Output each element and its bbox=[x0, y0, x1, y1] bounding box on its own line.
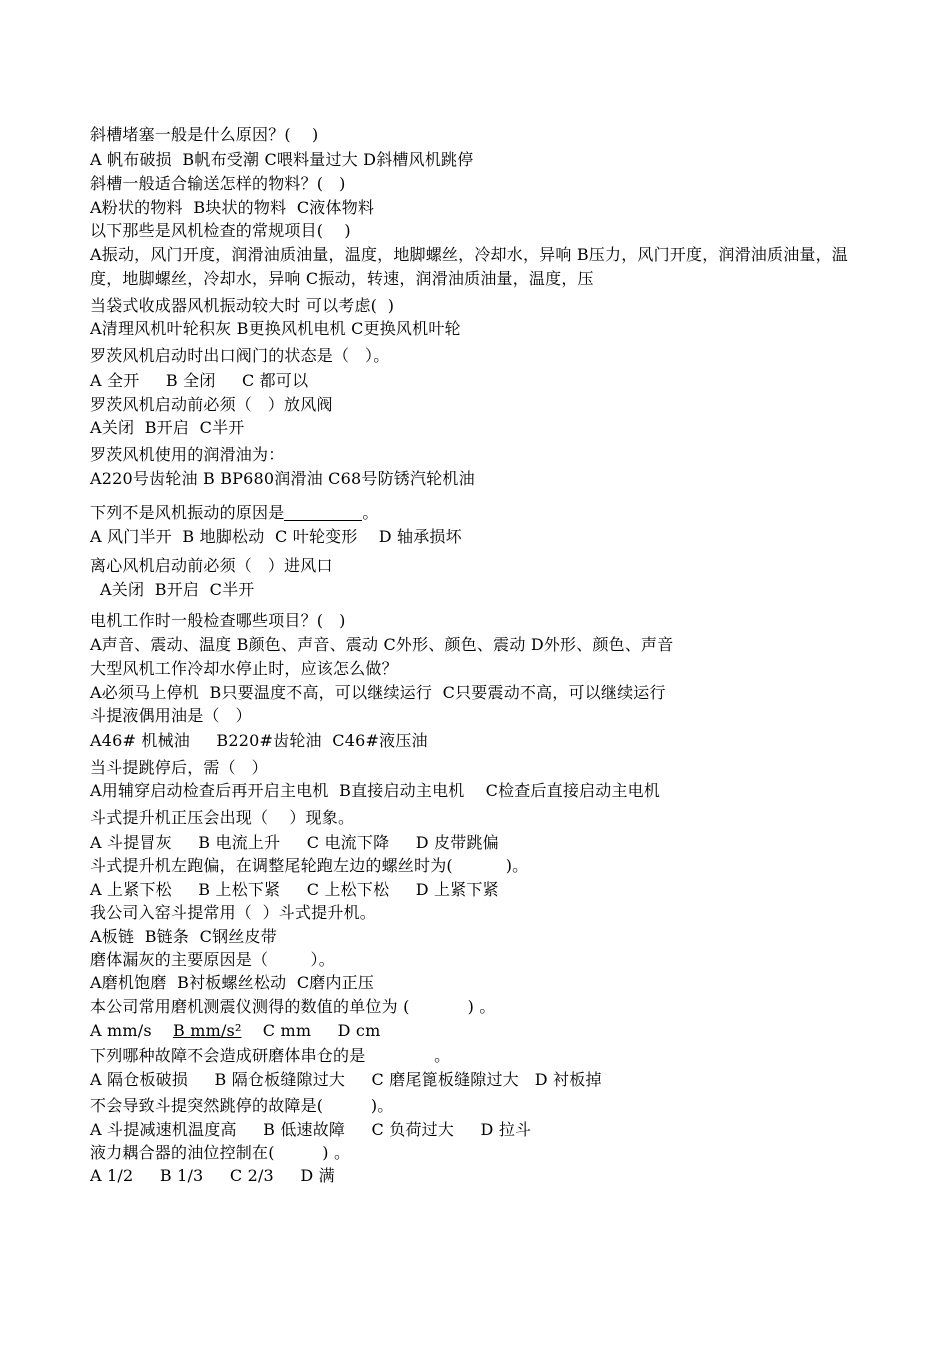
question-3: 以下那些是风机检查的常规项目( ) bbox=[90, 221, 351, 240]
options-9: A关闭 B开启 C半开 bbox=[100, 580, 255, 599]
question-8-end: 。 bbox=[362, 503, 379, 522]
question-13: 当斗提跳停后，需（ ） bbox=[90, 758, 268, 777]
question-5: 罗茨风机启动时出口阀门的状态是（ ）。 bbox=[90, 346, 390, 365]
option-18-cd: C mm D cm bbox=[262, 1021, 381, 1040]
question-11: 大型风机工作冷却水停止时，应该怎么做？ bbox=[90, 659, 398, 678]
option-18-a: A mm/s bbox=[90, 1021, 152, 1040]
question-1: 斜槽堵塞一般是什么原因？( ) bbox=[90, 125, 319, 144]
question-19: 下列哪种故障不会造成研磨体串仓的是 。 bbox=[90, 1046, 451, 1065]
question-7: 罗茨风机使用的润滑油为： bbox=[90, 445, 285, 464]
options-3: A振动，风门开度，润滑油质油量，温度，地脚螺丝，冷却水，异响 B压力，风门开度，润滑油质油量，温度，地脚螺丝，冷却水，异响 C振动，转速，润滑油质油量，温度，压 bbox=[90, 245, 848, 288]
options-1: A 帆布破损 B帆布受潮 C喂料量过大 D斜槽风机跳停 bbox=[90, 150, 474, 169]
question-16: 我公司入窑斗提常用（ ）斗式提升机。 bbox=[90, 903, 376, 922]
question-18: 本公司常用磨机测震仪测得的数值的单位为 ( ) 。 bbox=[90, 997, 496, 1016]
options-16: A板链 B链条 C钢丝皮带 bbox=[90, 927, 277, 946]
question-4: 当袋式收成器风机振动较大时 可以考虑( ) bbox=[90, 296, 395, 315]
options-15: A 上紧下松 B 上松下紧 C 上松下松 D 上紧下紧 bbox=[90, 880, 499, 899]
options-7: A220号齿轮油 B BP680润滑油 C68号防锈汽轮机油 bbox=[90, 469, 475, 488]
options-8: A 风门半开 B 地脚松动 C 叶轮变形 D 轴承损坏 bbox=[90, 527, 462, 546]
options-19: A 隔仓板破损 B 隔仓板缝隙过大 C 磨尾篦板缝隙过大 D 衬板掉 bbox=[90, 1070, 602, 1089]
options-13: A用辅穿启动检查后再开启主电机 B直接启动主电机 C检查后直接启动主电机 bbox=[90, 781, 661, 800]
options-21: A 1/2 B 1/3 C 2/3 D 满 bbox=[90, 1166, 335, 1185]
question-15: 斗式提升机左跑偏，在调整尾轮跑左边的螺丝时为( )。 bbox=[90, 856, 529, 875]
options-6: A关闭 B开启 C半开 bbox=[90, 418, 245, 437]
options-18 bbox=[90, 1020, 380, 1042]
question-21: 液力耦合器的油位控制在( ) 。 bbox=[90, 1143, 351, 1162]
question-8 bbox=[90, 502, 379, 524]
question-10: 电机工作时一般检查哪些项目？( ) bbox=[90, 611, 346, 630]
options-14: A 斗提冒灰 B 电流上升 C 电流下降 D 皮带跳偏 bbox=[90, 833, 499, 852]
question-9: 离心风机启动前必须（ ）进风口 bbox=[90, 556, 333, 575]
question-12: 斗提液偶用油是（ ） bbox=[90, 706, 252, 725]
question-17: 磨体漏灰的主要原因是（ ）。 bbox=[90, 950, 335, 969]
question-20: 不会导致斗提突然跳停的故障是( )。 bbox=[90, 1096, 394, 1115]
options-5: A 全开 B 全闭 C 都可以 bbox=[90, 371, 309, 390]
options-20: A 斗提减速机温度高 B 低速故障 C 负荷过大 D 拉斗 bbox=[90, 1120, 532, 1139]
options-10: A声音、震动、温度 B颜色、声音、震动 C外形、颜色、震动 D外形、颜色、声音 bbox=[90, 635, 674, 654]
options-11: A必须马上停机 B只要温度不高，可以继续运行 C只要震动不高，可以继续运行 bbox=[90, 683, 666, 702]
question-6: 罗茨风机启动前必须（ ）放风阀 bbox=[90, 395, 333, 414]
question-14: 斗式提升机正压会出现（ ）现象。 bbox=[90, 808, 355, 827]
options-12: A46# 机械油 B220#齿轮油 C46#液压油 bbox=[90, 731, 428, 750]
question-2: 斜槽一般适合输送怎样的物料？( ) bbox=[90, 174, 346, 193]
answer-blank bbox=[284, 504, 362, 521]
question-8-text: 下列不是风机振动的原因是 bbox=[90, 503, 285, 522]
option-18-b: B mm/s² bbox=[172, 1021, 242, 1040]
options-2: A粉状的物料 B块状的物料 C液体物料 bbox=[90, 198, 375, 217]
options-4: A清理风机叶轮积灰 B更换风机电机 C更换风机叶轮 bbox=[90, 319, 461, 338]
options-17: A磨机饱磨 B衬板螺丝松动 C磨内正压 bbox=[90, 973, 375, 992]
